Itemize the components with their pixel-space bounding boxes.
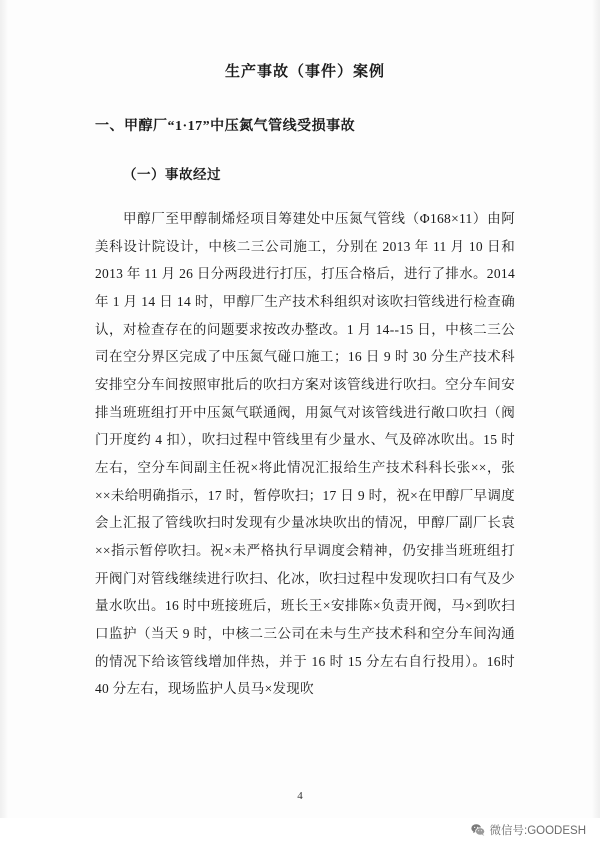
page-edge-shadow-right xyxy=(592,0,600,848)
section-heading-level-2: （一）事故经过 xyxy=(123,167,221,182)
body-paragraph: 甲醇厂至甲醇制烯烃项目筹建处中压氮气管线（Φ168×11）由阿美科设计院设计，中核二三公司施工，分别在 2013 年 11 月 10 日和 2013 年 11 月 26 日分两段进行打压，打压合格后，进行了排水。2014 年 1 月 14 日 14 时，甲醇厂生产技术科组织对该吹扫管线进行检查确认，对检查存在的问题要求按改办整改。1 月 14--15 日，中核二三公司在空分界区完成了中压氮气碰口施工；16 日 9 时 30 分生产技术科安排空分车间按照审批后的吹扫方案对该管线进行吹扫。空分车间安排当班班组打开中压氮气联通阀，用氮气对该管线进行敞口吹扫（阀门开度约 4 扣），吹扫过程中管线里有少量水、气及碎冰吹出。15 时左右，空分车间副主任祝×将此情况汇报给生产技术科科长张××，张××未给明确指示，17 时，暂停吹扫；17 日 9 时，祝×在甲醇厂早调度会上汇报了管线吹扫时发现有少量冰块吹出的情况，甲醇厂副厂长袁××指示暂停吹扫。祝×未严格执行早调度会精神，仍安排当班班组打开阀门对管线继续进行吹扫、化冰，吹扫过程中发现吹扫口有气及少量水吹出。16 时中班接班后，班长王×安排陈×负责开阀，马×到吹扫口监护（当天 9 时，中核二三公司在未与生产技术科和空分车间沟通的情况下给该管线增加伴热，并于 16 时 15 分左右自行投用）。16时 40 分左右，现场监护人员马×发现吹 xyxy=(95,211,515,697)
page-edge-shadow-left xyxy=(0,0,8,848)
page-title: 生产事故（事件）案例 xyxy=(224,64,385,80)
page-number: 4 xyxy=(297,790,303,802)
section-heading-level-1: 一、甲醇厂“1·17”中压氮气管线受损事故 xyxy=(95,119,356,134)
wechat-icon xyxy=(471,823,485,837)
document-content xyxy=(95,60,515,703)
watermark xyxy=(471,822,586,838)
watermark-text: 微信号:GOODESH xyxy=(489,825,586,837)
